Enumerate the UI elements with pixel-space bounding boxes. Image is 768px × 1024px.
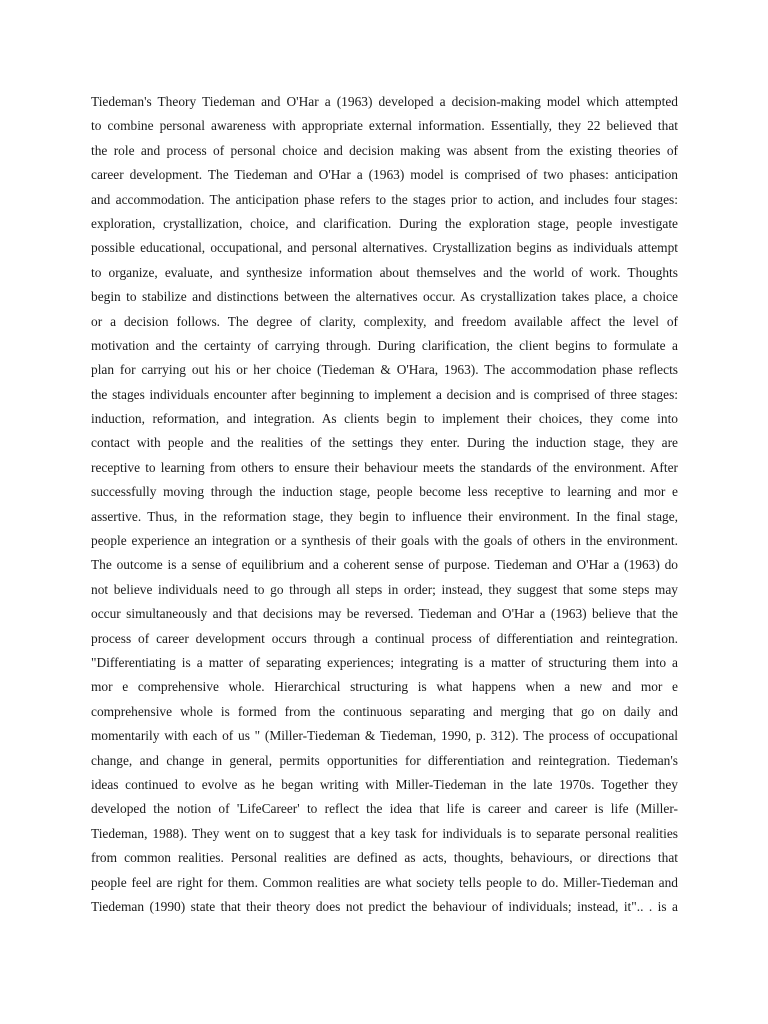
text-line: mor e comprehensive whole. Hierarchical structuring is what happens when a new and mor e (91, 679, 678, 695)
text-line: exploration, crystallization, choice, and clarification. During the exploration stage, people investigate (91, 215, 678, 231)
text-line: "Differentiating is a matter of separating experiences; integrating is a matter of structuring them into a (91, 654, 678, 670)
text-line: Tiedeman's Theory Tiedeman and O'Har a (1963) developed a decision-making model which attempted (91, 94, 678, 109)
text-line: assertive. Thus, in the reformation stage, they begin to influence their environment. In the final stage, (91, 508, 678, 524)
text-line: induction, reformation, and integration. As clients begin to implement their choices, they come into (91, 411, 678, 427)
text-line: process of career development occurs through a continual process of differentiation and reintegration. (91, 630, 678, 646)
text-line: ideas continued to evolve as he began writing with Miller-Tiedeman in the late 1970s. Together they (91, 776, 678, 792)
text-line: the role and process of personal choice and decision making was absent from the existing theories of (91, 142, 678, 158)
text-line: and accommodation. The anticipation phase refers to the stages prior to action, and includes four stages: (91, 191, 678, 207)
text-line: change, and change in general, permits opportunities for differentiation and reintegration. Tiedeman's (91, 752, 678, 768)
text-line: from common realities. Personal realities are defined as acts, thoughts, behaviours, or directions that (91, 850, 678, 866)
text-line: comprehensive whole is formed from the continuous separating and merging that go on daily and (91, 703, 678, 719)
text-line: Tiedeman, 1988). They went on to suggest that a key task for individuals is to separate personal realities (91, 825, 678, 841)
text-line: contact with people and the realities of the settings they enter. During the induction stage, they are (91, 435, 678, 451)
text-line: people experience an integration or a synthesis of their goals with the goals of others in the environment. (91, 533, 678, 549)
text-line: not believe individuals need to go through all steps in order; instead, they suggest that some steps may (91, 581, 678, 597)
text-line: developed the notion of 'LifeCareer' to reflect the idea that life is career and career is life (Miller- (91, 801, 678, 817)
text-line: possible educational, occupational, and personal alternatives. Crystallization begins as individuals attempt (91, 240, 678, 256)
text-line: people feel are right for them. Common realities are what society tells people to do. Miller-Tiedeman and (91, 874, 678, 890)
text-line: begin to stabilize and distinctions between the alternatives occur. As crystallization takes place, a choice (91, 289, 678, 305)
text-line: the stages individuals encounter after beginning to implement a decision and is comprised of three stages: (91, 386, 678, 402)
text-line: Tiedeman (1990) state that their theory does not predict the behaviour of individuals; instead, it".. . is a (91, 898, 678, 914)
text-line: motivation and the certainty of carrying through. During clarification, the client begins to formulate a (91, 337, 678, 353)
text-line: successfully moving through the induction stage, people become less receptive to learning and mor e (91, 484, 678, 500)
text-line: career development. The Tiedeman and O'Har a (1963) model is comprised of two phases: anticipation (91, 167, 678, 183)
text-line: momentarily with each of us " (Miller-Tiedeman & Tiedeman, 1990, p. 312). The process of occupational (91, 728, 678, 744)
text-line: to combine personal awareness with appropriate external information. Essentially, they 22 believed that (91, 118, 678, 134)
text-line: The outcome is a sense of equilibrium and a coherent sense of purpose. Tiedeman and O'Har a (1963) do (91, 557, 678, 573)
text-line: receptive to learning from others to ensure their behaviour meets the standards of the environment. After (91, 459, 678, 475)
body-paragraph (91, 90, 678, 919)
text-line: to organize, evaluate, and synthesize information about themselves and the world of work. Thoughts (91, 264, 678, 280)
text-line: occur simultaneously and that decisions may be reversed. Tiedeman and O'Har a (1963) believe that the (91, 606, 678, 622)
text-line: plan for carrying out his or her choice (Tiedeman & O'Hara, 1963). The accommodation phase reflects (91, 362, 678, 378)
text-line: or a decision follows. The degree of clarity, complexity, and freedom available affect the level of (91, 313, 678, 329)
